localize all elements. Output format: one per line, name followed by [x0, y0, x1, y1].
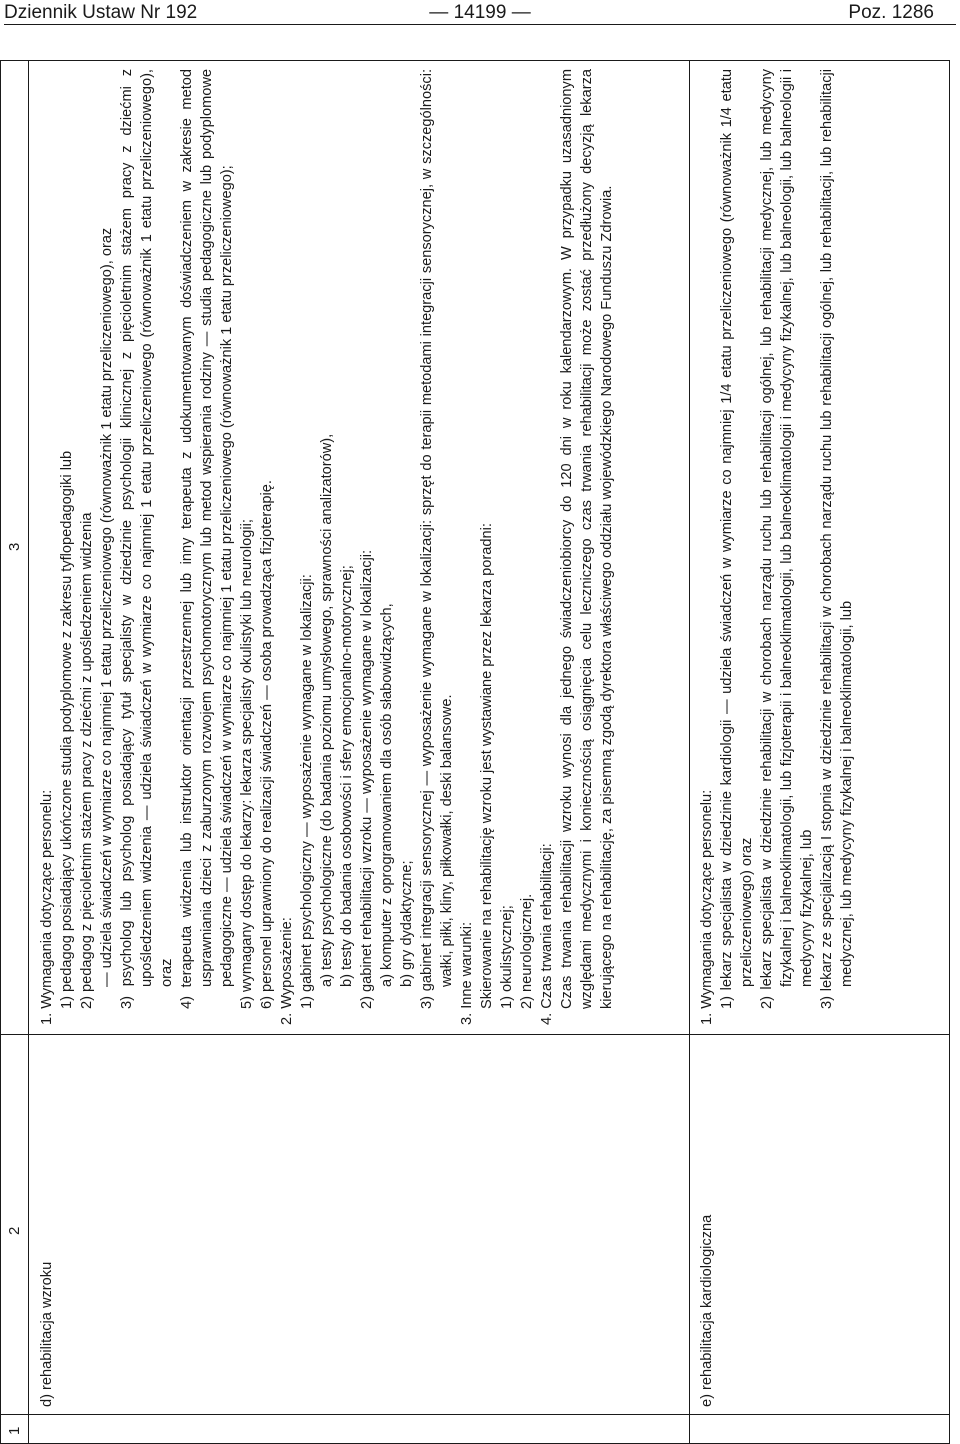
column-header-1: 1 [6, 1426, 23, 1435]
column-header-2: 2 [6, 1226, 23, 1235]
text-line: 1) gabinet psychologiczny — wyposażenie wymagane w lokalizacji: [299, 574, 315, 1009]
row-divider [689, 61, 690, 1443]
section-e-label: e) rehabilitacja kardiologiczna [699, 1214, 715, 1407]
position-number: Poz. 1286 [848, 2, 934, 23]
text-line: 2) lekarz specjalista w dziedzinie rehabilitacji w chorobach narządu ruchu lub rehabilitacji ogólnej, lub rehabilitacji medycznej, lub medycyny fizykalnej i balneoklimatologii, lub fizjoterapii i balneoklimatologii, lub balneoklimatologii i medycyny fizykalnej, lub balneologii, lub balneologii i medycyny fizykalnej, lub [759, 69, 815, 1009]
page-header [0, 0, 960, 26]
journal-title: Dziennik Ustaw Nr 192 [4, 2, 198, 23]
section-d-content [37, 69, 617, 1025]
text-line: 2) neurologicznej. [519, 893, 535, 1009]
text-line: 2) pedagog z pięcioletnim stażem pracy z dziećmi z upośledzeniem widzenia [79, 512, 95, 1009]
text-line: 2) gabinet rehabilitacji wzroku — wyposażenie wymagane w lokalizacji: [359, 549, 375, 1009]
text-line: 2. Wyposażenie: [279, 917, 295, 1025]
text-line: a) komputer z oprogramowaniem dla osób słabowidzących, [379, 603, 395, 987]
text-line: 1. Wymagania dotyczące personelu: [699, 789, 715, 1025]
text-line: 3) gabinet integracji sensorycznej — wyposażenie wymagane w lokalizacji: sprzęt do terapii metodami integracji sensorycznej, w szczególności: wałki, piłki, kliny, piłkowałki, deski balansowe. [419, 69, 455, 1009]
text-line: 4. Czas trwania rehabilitacji: [539, 843, 555, 1025]
column-divider-2 [1, 1034, 949, 1035]
text-line: 6) personel uprawniony do realizacji świadczeń — osoba prowadząca fizjoterapię. [259, 480, 275, 1009]
text-line: 1. Wymagania dotyczące personelu: [39, 789, 55, 1025]
text-line: 4) terapeuta widzenia lub instruktor orientacji przestrzennej lub inny terapeuta z udokumentowanym doświadczeniem w zakresie metod usprawniania dzieci z zaburzonym rozwojem psychomotorycznym lub metod wspierania rodziny — studia pedagogiczne lub podyplomowe pedagogiczne — udziela świadczeń w wymiarze co najmniej 1 etatu przeliczeniowego (równoważnik 1 etatu przeliczeniowego); [179, 69, 235, 1009]
rotated-table [0, 60, 950, 1444]
page-number: — 14199 — [429, 2, 531, 23]
section-d-label: d) rehabilitacja wzroku [39, 1261, 55, 1407]
text-line: Skierowanie na rehabilitację wzroku jest wystawiane przez lekarza poradni: [479, 523, 495, 1009]
text-line: — udziela świadczeń w wymiarze co najmniej 1 etatu przeliczeniowego (równoważnik 1 etatu przeliczeniowego), oraz [99, 227, 115, 987]
section-e-content [697, 69, 857, 1025]
column-divider-1 [1, 1414, 949, 1415]
text-line: b) testy do badania osobowości i sfery emocjonalno-motorycznej; [339, 565, 355, 987]
text-line: 1) pedagog posiadający ukończone studia podyplomowe z zakresu tyflopedagogiki lub [59, 450, 75, 1009]
text-line: Czas trwania rehabilitacji wzroku wynosi dla jednego świadczeniobiorcy do 120 dni w roku kalendarzowym. W przypadku uzasadnionym względami medycznymi i koniecznością osiągnięcia celu leczniczego czas trwania rehabilitacji może zostać przedłużony decyzją lekarza kierującego na rehabilitację, za pisemną zgodą dyrektora właściwego oddziału wojewódzkiego Narodowego Funduszu Zdrowia. [559, 69, 615, 1009]
text-line: 3. Inne warunki: [459, 921, 475, 1025]
column-header-3: 3 [6, 542, 23, 551]
text-line: 5) wymagany dostęp do lekarzy: lekarza specjalisty okulistyki lub neurologii; [239, 519, 255, 1009]
text-line: 3) psycholog lub psycholog posiadający tytuł specjalisty w dziedzinie psychologii klinicznej z pięcioletnim stażem pracy z dziećmi z upośledzeniem widzenia — udziela świadczeń w wymiarze co najmniej 1 etatu przeliczeniowego (równoważnik 1 etatu przeliczeniowego), oraz [119, 69, 175, 1009]
text-line: a) testy psychologiczne (do badania poziomu umysłowego, sprawności analizatorów), [319, 433, 335, 987]
header-rule [4, 24, 956, 25]
text-line: b) gry dydaktyczne; [399, 860, 415, 987]
text-line: 1) lekarz specjalista w dziedzinie kardiologii — udziela świadczeń w wymiarze co najmniej 1/4 etatu przeliczeniowego (równoważnik 1/4 etatu przeliczeniowego) oraz [719, 69, 755, 1009]
text-line: 3) lekarz ze specjalizacją I stopnia w dziedzinie rehabilitacji w chorobach narządu ruchu lub rehabilitacji ogólnej, lub rehabilitacji, lub rehabilitacji medycznej, lub medycyny fizykalnej i balneoklimatologii, lub [819, 69, 855, 1009]
column-header-row [1, 61, 29, 1443]
text-line: 1) okulistycznej; [499, 905, 515, 1009]
